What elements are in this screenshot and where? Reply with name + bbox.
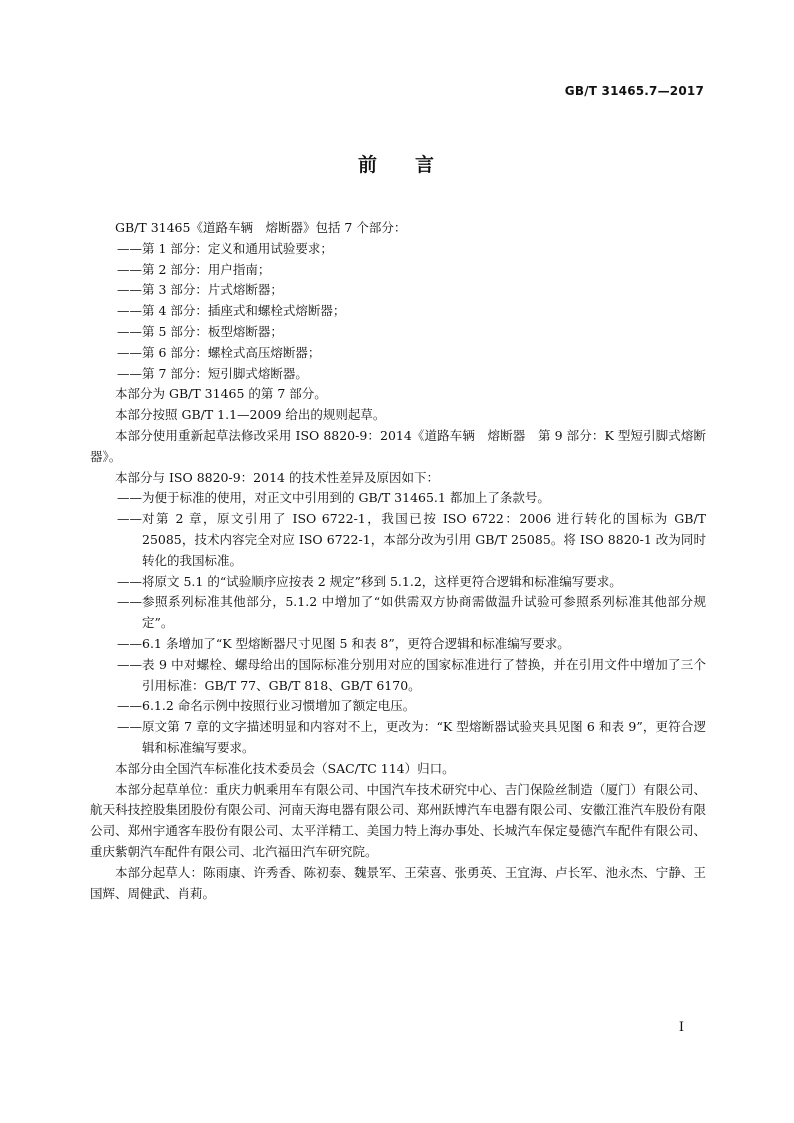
adoption-statement: 本部分使用重新起草法修改采用 ISO 8820-9：2014《道路车辆 熔断器 第 9 部分：K 型短引脚式熔断器》。 (90, 427, 706, 464)
list-item: —— 6.1 条增加了“K 型熔断器尺寸见图 5 和表 8”，更符合逻辑和标准编写要求。 (90, 634, 706, 655)
list-item: —— 对第 2 章，原文引用了 ISO 6722-1，我国已按 ISO 6722：2006 进行转化的国标为 GB/T 25085，技术内容完全对应 ISO 6722-1，本部分改为引用 GB/T 25085。将 ISO 8820-1 改为同时转化的我国标准。 (117, 511, 706, 568)
page-number: I (678, 1020, 684, 1035)
dash-marker: —— (117, 344, 142, 360)
list-item: —— 第 3 部分：片式熔断器； (90, 280, 706, 301)
title-char-2: 言 (415, 154, 437, 176)
dash-marker: —— (117, 365, 142, 381)
dash-marker: —— (117, 698, 142, 714)
drafting-organizations: 本部分起草单位：重庆力帆乘用车有限公司、中国汽车技术研究中心、吉门保险丝制造（厦门）有限公司、航天科技控股集团股份有限公司、河南天海电器有限公司、郑州跃博汽车电器有限公司、安徽江淮汽车股份有限公司、郑州宇通客车股份有限公司、太平洋精工、美国力特上海办事处、长城汽车保定曼德汽车配件有限公司、重庆紫朝汽车配件有限公司、北汽福田汽车研究院。 (90, 781, 706, 859)
dash-marker: —— (117, 303, 142, 319)
dash-marker: —— (117, 511, 142, 527)
list-item: —— 将原文 5.1 的“试验顺序应按表 2 规定”移到 5.1.2，这样更符合逻辑和标准编写要求。 (90, 572, 706, 593)
page-title (0, 150, 794, 177)
list-item: —— 第 5 部分：板型熔断器； (90, 322, 706, 343)
drafters: 本部分起草人：陈雨康、许秀香、陈初泰、魏景军、王荣喜、张勇英、王宜海、卢长军、池永杰、宁静、王国辉、周健武、肖莉。 (90, 864, 706, 901)
standard-number: GB/T 31465.7—2017 (564, 84, 704, 98)
dash-marker: —— (117, 656, 142, 672)
part-statement: 本部分为 GB/T 31465 的第 7 部分。 (115, 386, 327, 402)
list-item: —— 原文第 7 章的文字描述明显和内容对不上，更改为：“K 型熔断器试验夹具见图 6 和表 9”，更符合逻辑和标准编写要求。 (117, 719, 706, 755)
differences-list (90, 488, 706, 758)
drafting-rules-statement: 本部分按照 GB/T 1.1—2009 给出的规则起草。 (115, 407, 386, 423)
list-item: —— 第 2 部分：用户指南； (90, 260, 706, 281)
title-char-1: 前 (357, 154, 379, 176)
list-item: —— 第 4 部分：插座式和螺栓式熔断器； (90, 301, 706, 322)
list-item: —— 第 6 部分：螺栓式高压熔断器； (90, 343, 706, 364)
dash-marker: —— (117, 323, 142, 339)
intro-paragraph: GB/T 31465《道路车辆 熔断器》包括 7 个部分： (115, 220, 407, 235)
dash-marker: —— (117, 282, 142, 298)
dash-marker: —— (117, 261, 142, 277)
committee-statement: 本部分由全国汽车标准化技术委员会（SAC/TC 114）归口。 (115, 760, 455, 776)
document-body (90, 218, 706, 904)
list-item: —— 参照系列标准其他部分，5.1.2 中增加了“如供需双方协商需做温升试验可参照系列标准其他部分规定”。 (117, 594, 706, 631)
list-item: —— 为便于标准的使用，对正文中引用到的 GB/T 31465.1 都加上了条款号。 (90, 488, 706, 509)
dash-marker: —— (117, 594, 142, 610)
dash-marker: —— (117, 635, 142, 651)
parts-list (90, 239, 706, 385)
list-item: —— 表 9 中对螺栓、螺母给出的国际标准分别用对应的国家标准进行了替换，并在引用文件中增加了三个引用标准：GB/T 77、GB/T 818、GB/T 6170。 (117, 656, 706, 693)
dash-marker: —— (117, 573, 142, 589)
dash-marker: —— (117, 719, 142, 735)
dash-marker: —— (117, 240, 142, 256)
list-item: —— 6.1.2 命名示例中按照行业习惯增加了额定电压。 (90, 696, 706, 717)
list-item: —— 第 1 部分：定义和通用试验要求； (90, 239, 706, 260)
list-item: —— 第 7 部分：短引脚式熔断器。 (90, 364, 706, 385)
differences-intro: 本部分与 ISO 8820-9：2014 的技术性差异及原因如下： (115, 469, 439, 485)
dash-marker: —— (117, 490, 142, 506)
